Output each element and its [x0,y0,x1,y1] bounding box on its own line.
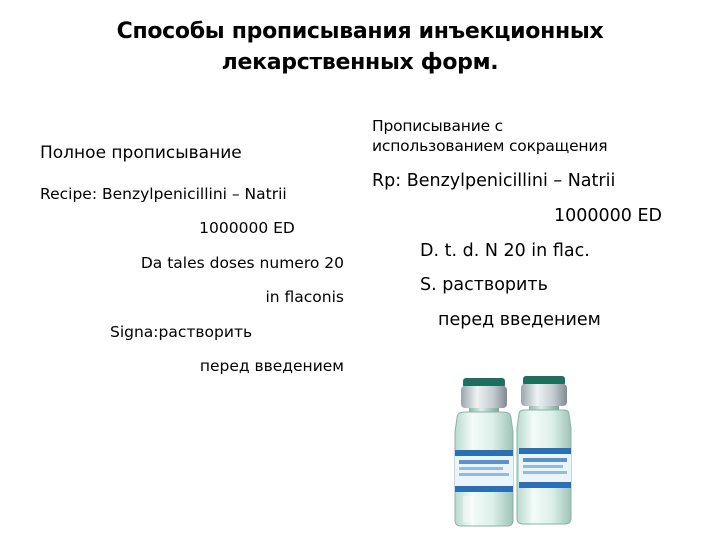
short-before-injection-line: перед введением [438,310,601,331]
recipe-line: Recipe: Benzylpenicillini – Natrii [40,185,287,203]
signa-line: Signa:растворить [110,322,253,341]
full-prescription-text [40,177,344,383]
short-prescription-heading-line-1: Прописывание с [372,117,503,135]
dose-line: 1000000 ED [199,219,295,238]
before-injection-line: перед введением [199,357,344,376]
short-prescription-column [372,116,662,338]
short-prescription-text [372,164,662,338]
slide-title-line-2: лекарственных форм. [221,50,499,75]
vial-back-icon [517,376,571,524]
slide-title-line-1: Способы прописывания инъекционных [116,19,604,44]
short-prescription-heading-line-2: использованием сокращения [372,137,608,155]
slide-title [40,16,680,78]
s-line: S. растворить [420,275,548,296]
short-prescription-heading [372,116,662,156]
in-flaconis-line: in flaconis [265,288,344,307]
da-tales-line: Da tales doses numero 20 [140,253,344,272]
full-prescription-column [40,136,344,383]
vial-front-icon [455,378,513,526]
full-prescription-heading: Полное прописывание [40,143,242,163]
rp-line: Rp: Benzylpenicillini – Natrii [372,171,616,191]
medicine-vials-icon [449,372,577,528]
dtd-line: D. t. d. N 20 in flac. [420,240,590,261]
rp-dose-line: 1000000 ED [553,205,662,226]
